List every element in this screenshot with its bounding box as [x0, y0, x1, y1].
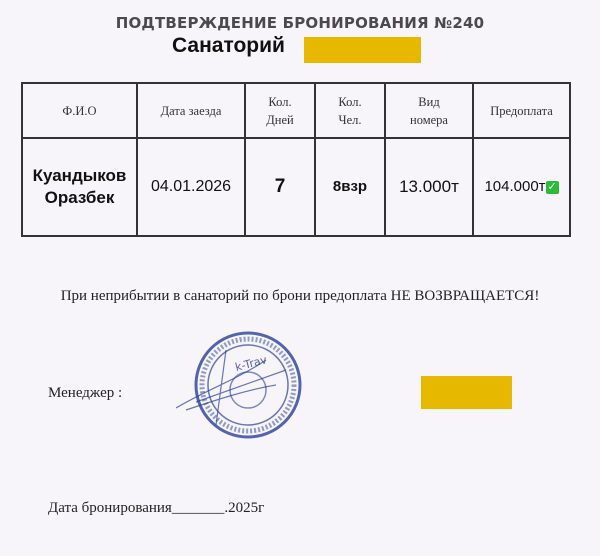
sanatorium-name: Санаторий — [172, 34, 285, 57]
cell-checkin: 04.01.2026 — [137, 138, 245, 236]
check-icon: ✓ — [547, 180, 557, 193]
cell-room: 13.000т — [385, 138, 473, 236]
company-stamp-icon — [176, 330, 306, 440]
redaction-sanatorium — [304, 37, 421, 63]
header-days: Кол. Дней — [245, 83, 315, 138]
table-header-row — [22, 83, 570, 138]
header-checkin: Дата заезда — [137, 83, 245, 138]
redaction-manager — [421, 376, 512, 409]
header-people: Кол. Чел. — [315, 83, 385, 138]
header-room: Вид номера — [385, 83, 473, 138]
document-title: ПОДТВЕРЖДЕНИЕ БРОНИРОВАНИЯ №240 — [115, 14, 485, 32]
booking-table — [21, 82, 571, 237]
cell-days: 7 — [245, 138, 315, 236]
cell-name: Куандыков Оразбек — [22, 138, 137, 236]
manager-label: Менеджер : — [48, 385, 123, 401]
header-prepayment: Предоплата — [473, 83, 570, 138]
no-refund-notice: При неприбытии в санаторий по брони предоплата НЕ ВОЗВРАЩАЕТСЯ! — [60, 288, 540, 304]
prepayment-value: 104.000т — [484, 178, 546, 195]
cell-people: 8взр — [315, 138, 385, 236]
header-name: Ф.И.О — [22, 83, 137, 138]
table-row — [22, 138, 570, 236]
cell-prepayment — [473, 138, 570, 236]
svg-text:k-Trav: k-Trav — [233, 353, 269, 375]
booking-date-label: Дата бронирования_______.2025г — [48, 500, 265, 516]
